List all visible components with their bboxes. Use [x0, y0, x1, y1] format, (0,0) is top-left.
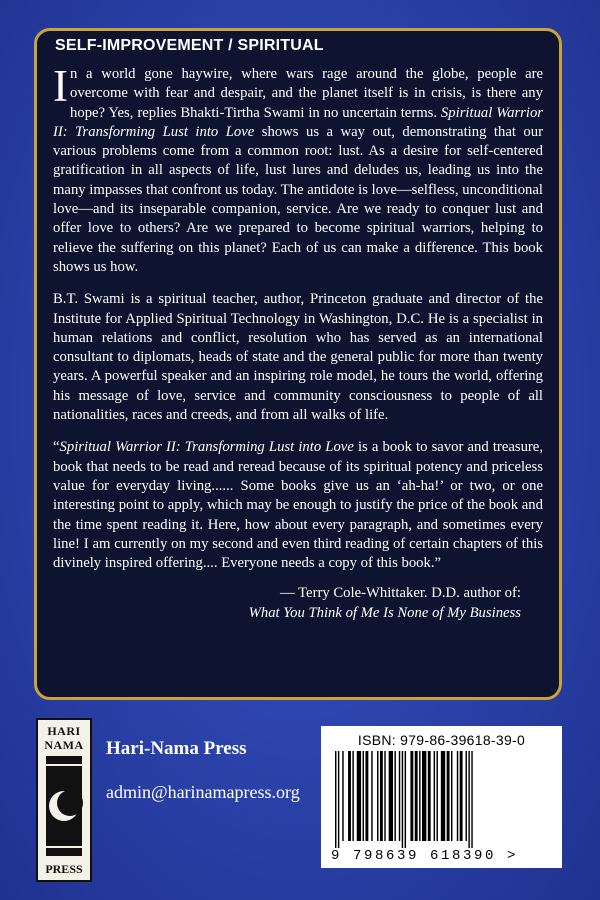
barcode-bar: [377, 751, 378, 841]
barcode-bar: [363, 751, 364, 841]
barcode-bar: [394, 751, 395, 841]
publisher-name: Hari-Nama Press: [106, 738, 247, 759]
blurb-intro: n a world gone haywire, where wars rage around the globe, people are overcome with fear and despair, and the planet itself is in crisis, is there any hope? Yes, replies Bhakti-Tirtha Swami in no uncertain terms.: [70, 66, 543, 121]
logo-text-hari: HARI: [47, 724, 81, 738]
barcode-bar: [419, 751, 420, 841]
blurb-paragraph: [53, 61, 544, 277]
barcode-bar: [371, 751, 372, 841]
drop-cap: I: [53, 61, 68, 111]
barcode-bar: [399, 751, 400, 841]
barcode-bar: [437, 751, 438, 841]
barcode-bar: [357, 751, 361, 841]
barcode-bar: [410, 751, 413, 841]
testimonial-attribution: [53, 584, 543, 623]
barcode-bar: [405, 751, 406, 848]
barcode-bar: [352, 751, 353, 841]
testimonial-quote: [53, 438, 543, 573]
barcode-bar: [365, 751, 368, 841]
barcode-bar: [335, 751, 336, 848]
isbn-barcode: [321, 726, 562, 868]
barcode-digits: 9 798639 618390 >: [331, 848, 519, 864]
barcode-bar: [422, 751, 426, 841]
barcode-bar: [428, 751, 431, 841]
barcode-bar: [415, 751, 418, 841]
category-heading: SELF-IMPROVEMENT / SPIRITUAL: [55, 37, 324, 54]
publisher-email[interactable]: admin@harinamapress.org: [106, 782, 300, 802]
barcode-bar: [389, 751, 393, 841]
blurb-book-title: Spiritual Warrior II: Transforming Lust into Love: [53, 104, 544, 140]
barcode-bar: [338, 751, 339, 848]
barcode-bar: [466, 751, 467, 841]
logo-text-press: PRESS: [45, 862, 83, 876]
testimonial-book-title: Spiritual Warrior II: Transforming Lust into Love: [59, 439, 354, 456]
barcode-bar: [451, 751, 452, 841]
barcode-bar: [342, 751, 343, 841]
publisher-logo: [36, 718, 92, 882]
barcode-bars: [331, 751, 552, 848]
barcode-bar: [460, 751, 463, 841]
barcode-bar: [441, 751, 445, 841]
open-quote: “: [53, 439, 60, 456]
barcode-bar: [348, 751, 351, 841]
crescent-moon-icon: [44, 756, 84, 856]
barcode-bar: [402, 751, 403, 848]
barcode-bar: [434, 751, 435, 841]
barcode-bar: [468, 751, 469, 848]
barcode-bar: [384, 751, 385, 841]
barcode-bar: [471, 751, 472, 848]
barcode-bar: [380, 751, 383, 841]
author-bio: B.T. Swami is a spiritual teacher, author, Princeton graduate and director of the Institute for Applied Spiritual Technology in Washington, D.C. He is a specialist in human relations and conflict, resolution who has served as an international consultant to diplomats, heads of state and the general public for more than twenty years. A powerful speaker and an inspiring role model, he tours the world, offering his message of love, service and community consciousness to people of all nationalities, races and creeds, and from all walks of life.: [53, 291, 543, 424]
barcode-bar: [457, 751, 458, 841]
attribution-author: — Terry Cole-Whittaker. D.D. author of:: [280, 585, 521, 602]
back-cover-text-panel: [34, 28, 562, 700]
attribution-work-title: What You Think of Me Is None of My Business: [248, 604, 521, 621]
isbn-label: ISBN: 979-86-39618-39-0: [357, 732, 526, 748]
blurb-body: shows us a way out, demonstrating that our various problems come from a common root: lust. As a desire for self-centered gratification in all aspects of life, lust lures and deludes us, leading us into the many impasses that confront us today. The antidote is love—selfless, unconditional love—and its inseparable companion, service. Are we ready to conquer lust and offer love to others? Are we prepared to become spiritual warriors, helping to relieve the suffering on this planet? Each of us can make a difference. This book shows us how.: [53, 123, 543, 275]
logo-text-nama: NAMA: [44, 738, 84, 752]
testimonial-text: is a book to savor and treasure, book that needs to be read and reread because of its spiritual potency and priceless value for everyday living...... Some books give us an ‘ah-ha!’ or two, or one interesting point to apply, which may be enough to justify the price of the book and the time spent reading it. Here, how about every paragraph, and sometimes every line! I am currently on my second and even third reading of certain chapters of this divinely inspired offering.... Everyone needs a copy of this book.”: [53, 439, 543, 572]
barcode-bar: [447, 751, 450, 841]
